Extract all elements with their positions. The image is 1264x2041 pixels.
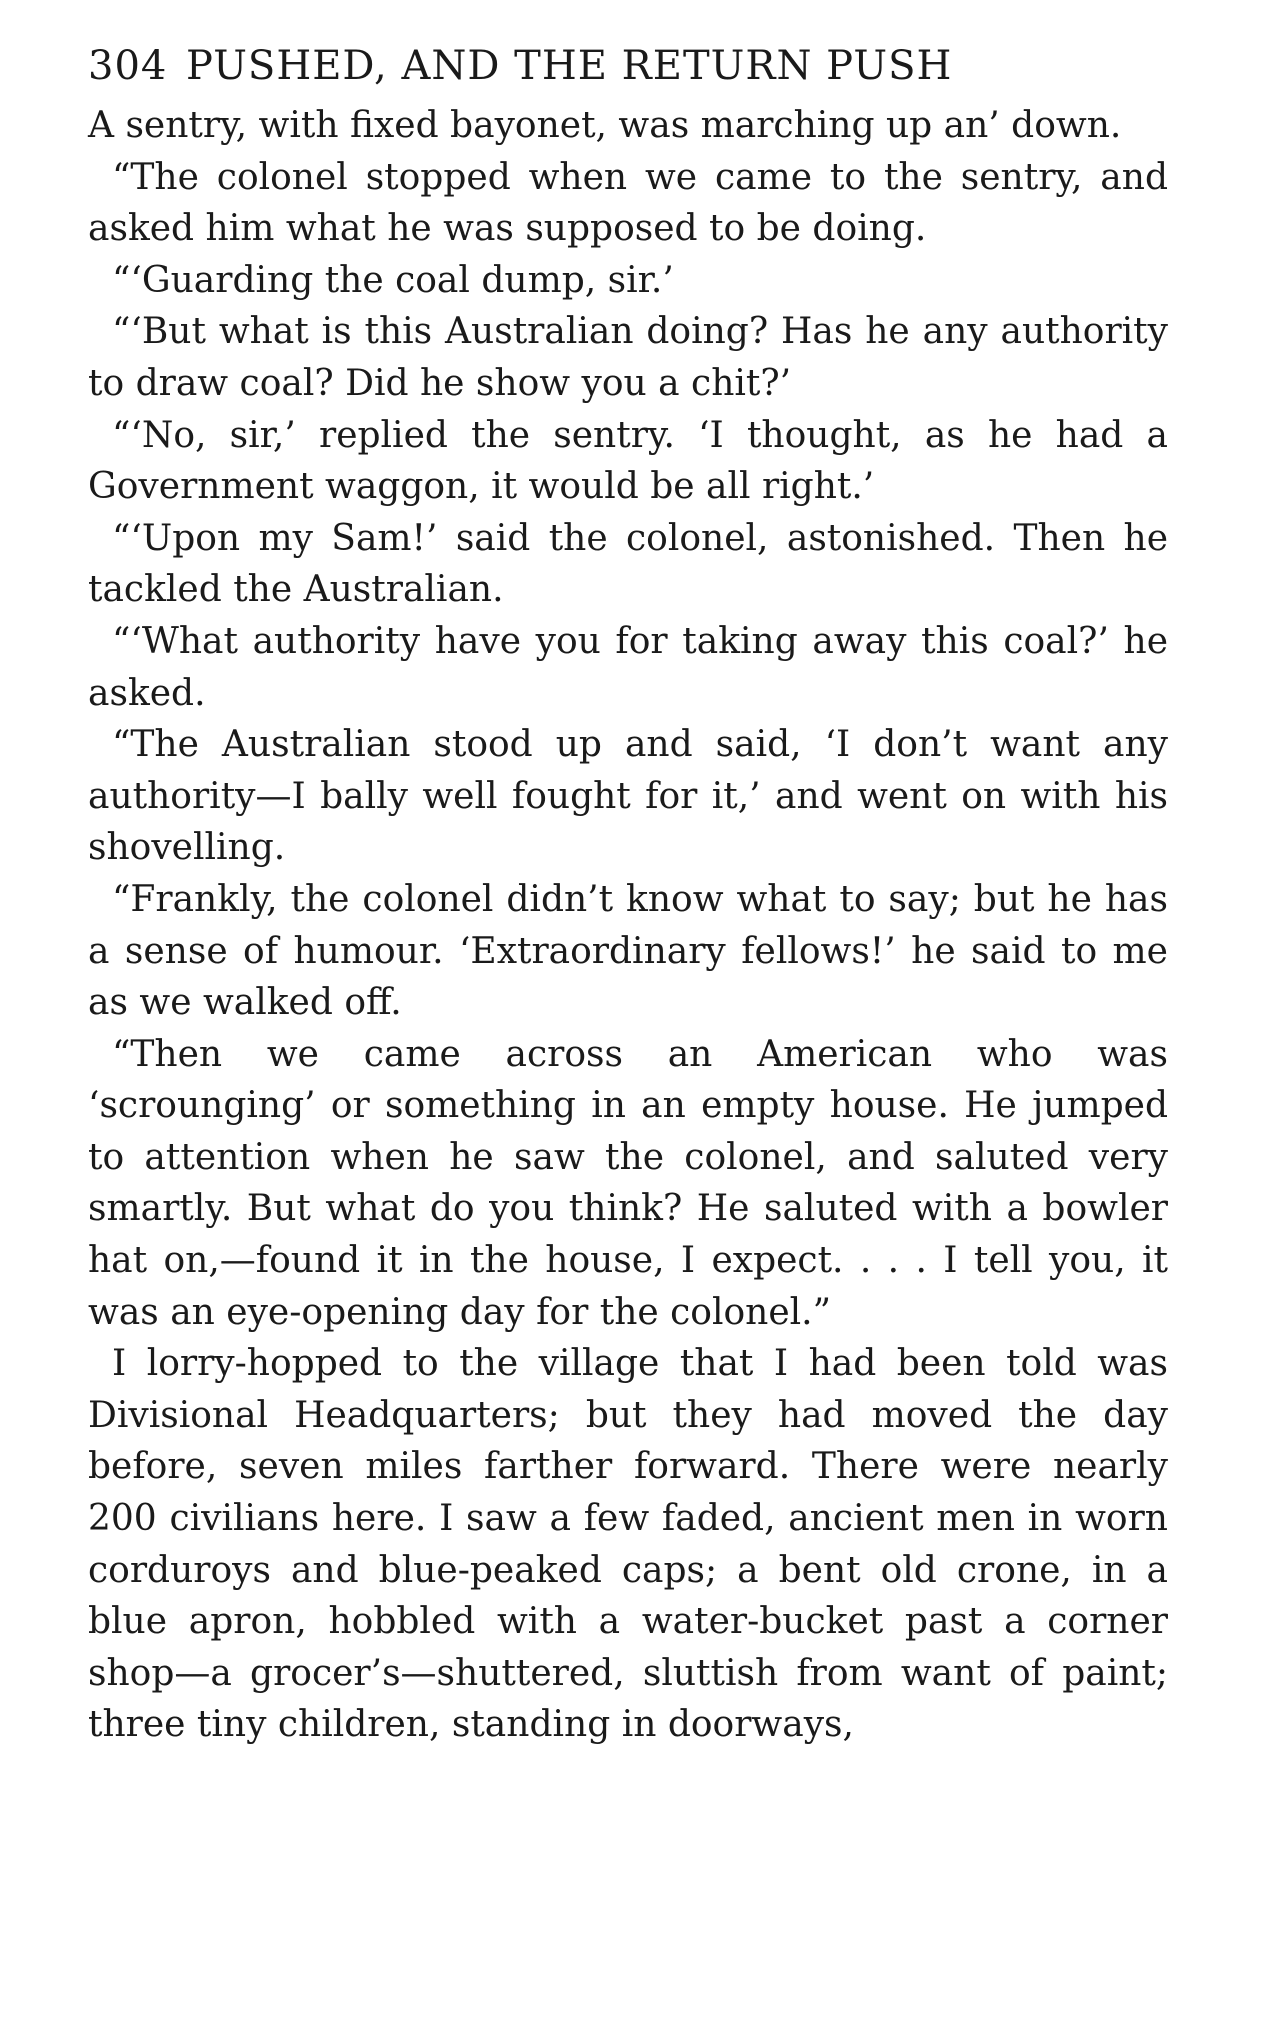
book-page	[88, 40, 1168, 1751]
paragraph: “Then we came across an American who was ‘scrounging’ or something in an empty house. He jumped to attention when he saw the colonel, and saluted very smartly. But what do you think? He saluted with a bowler hat on,—found it in the house, I expect. . . . I tell you, it was an eye-opening day for the colonel.”	[88, 1033, 1168, 1333]
running-header	[88, 40, 1168, 100]
paragraph: “Frankly, the colonel didn’t know what to say; but he has a sense of humour. ‘Extraordinary fellows!’ he said to me as we walked off.	[88, 878, 1168, 1024]
paragraph: I lorry-hopped to the village that I had been told was Divisional Headquarters; but they had moved the day before, seven miles farther forward. There were nearly 200 civilians here. I saw a few faded, ancient men in worn corduroys and blue-peaked caps; a bent old crone, in a blue apron, hobbled with a water-bucket past a corner shop—a grocer’s—shuttered, sluttish from want of paint; three tiny children, standing in doorways,	[88, 1343, 1168, 1746]
paragraph: A sentry, with fixed bayonet, was marching up an’ down.	[88, 105, 1122, 146]
page-number: 304	[88, 43, 168, 89]
paragraph: “‘What authority have you for taking away this coal?’ he asked.	[88, 620, 1168, 714]
paragraph: “The colonel stopped when we came to the sentry, and asked him what he was supposed to be doing.	[88, 156, 1168, 250]
paragraph: “The Australian stood up and said, ‘I don’t want any authority—I bally well fought for it,’ and went on with his shovelling.	[88, 724, 1168, 869]
running-title: PUSHED, AND THE RETURN PUSH	[186, 43, 953, 89]
paragraph: “‘Guarding the coal dump, sir.’	[112, 259, 674, 301]
paragraph: “‘No, sir,’ replied the sentry. ‘I thought, as he had a Government waggon, it would be all right.’	[88, 414, 1168, 508]
body-text	[88, 100, 1168, 1751]
paragraph: “‘But what is this Australian doing? Has he any authority to draw coal? Did he show you a chit?’	[88, 311, 1168, 404]
paragraph: “‘Upon my Sam!’ said the colonel, astonished. Then he tackled the Australian.	[88, 517, 1168, 611]
